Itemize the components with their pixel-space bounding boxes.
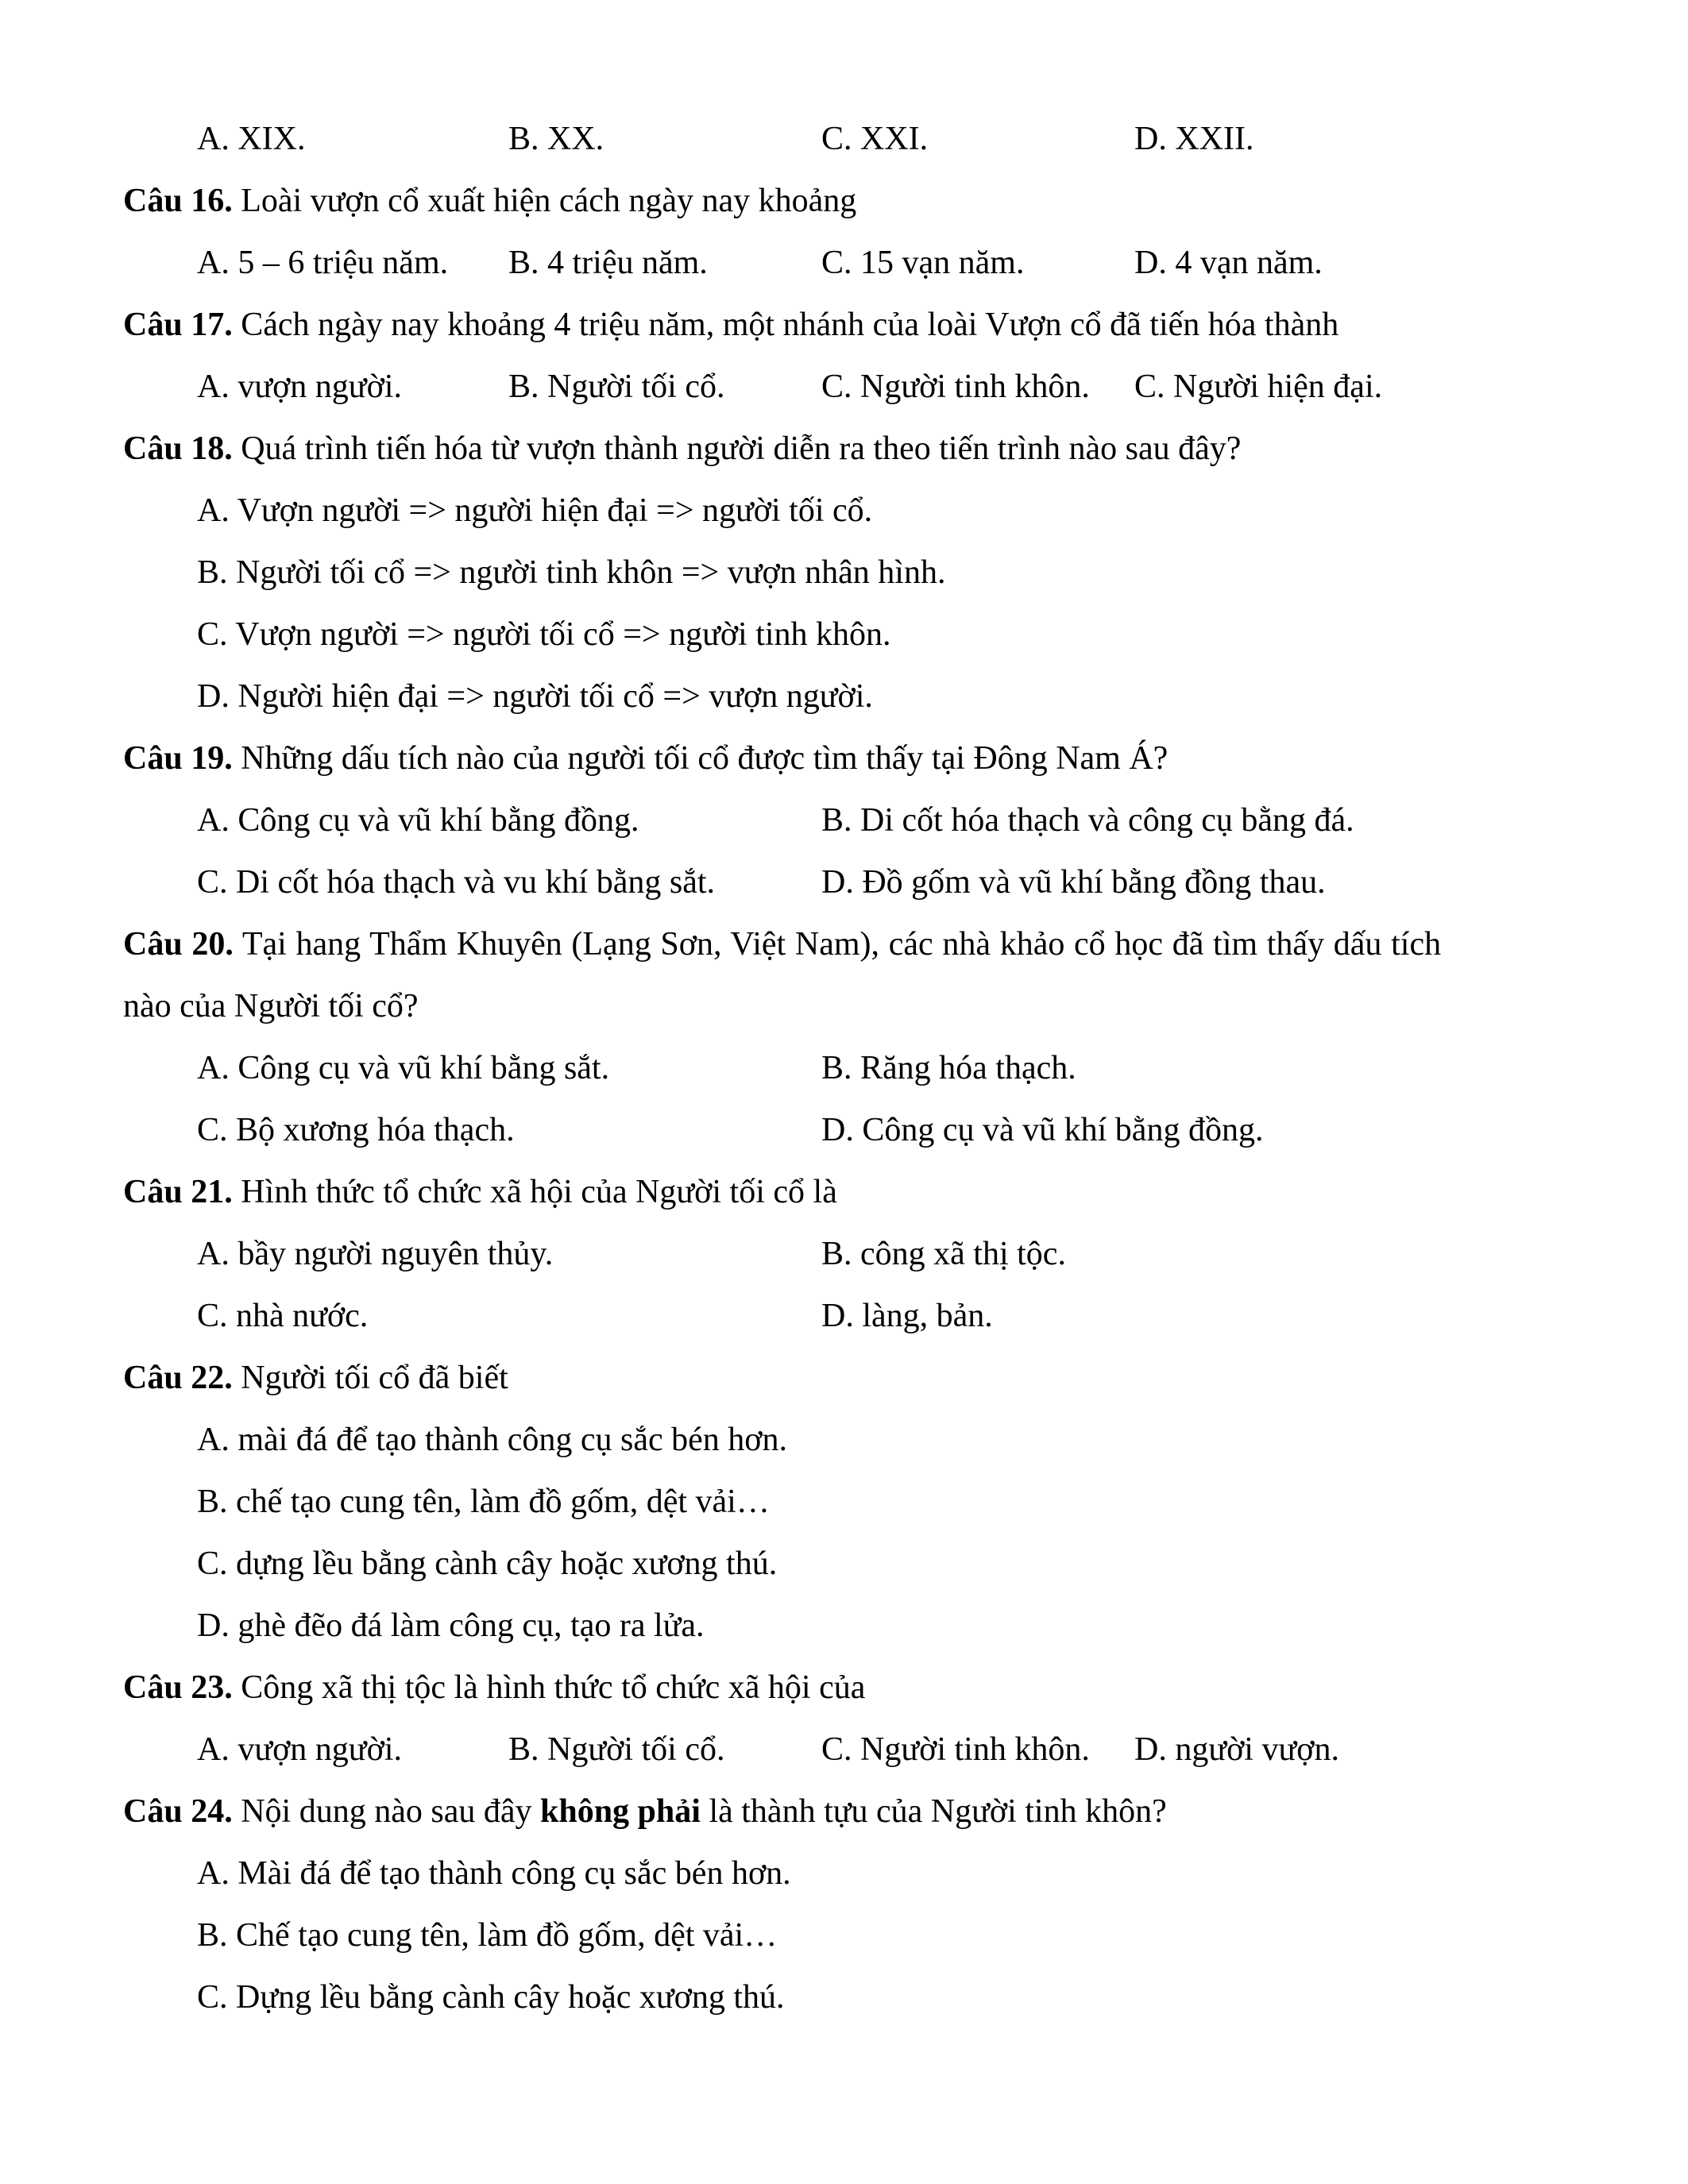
question-text: Công xã thị tộc là hình thức tổ chức xã hội của xyxy=(232,1669,866,1706)
question-text: Hình thức tổ chức xã hội của Người tối cổ là xyxy=(232,1174,837,1210)
q15-option-c: C. XXI. xyxy=(821,121,929,157)
q17-option-a: A. vượn người. xyxy=(197,369,402,405)
question-20 xyxy=(123,924,1441,964)
q21-option-d: D. làng, bản. xyxy=(821,1298,993,1334)
q22-option-c: C. dựng lều bằng cành cây hoặc xương thú. xyxy=(197,1545,778,1582)
q21-option-a: A. bầy người nguyên thủy. xyxy=(197,1236,554,1272)
q17-option-d: C. Người hiện đại. xyxy=(1134,369,1383,405)
q19-option-a: A. Công cụ và vũ khí bằng đồng. xyxy=(197,802,639,839)
q20-option-c: C. Bộ xương hóa thạch. xyxy=(197,1112,515,1148)
question-text: Những dấu tích nào của người tối cổ được tìm thấy tại Đông Nam Á? xyxy=(232,740,1168,777)
question-text: Cách ngày nay khoảng 4 triệu năm, một nhánh của loài Vượn cổ đã tiến hóa thành xyxy=(232,307,1339,343)
q17-option-b: B. Người tối cổ. xyxy=(508,369,725,405)
q15-option-d: D. XXII. xyxy=(1134,121,1254,157)
question-21 xyxy=(123,1172,837,1212)
question-16 xyxy=(123,181,856,221)
q20-option-d: D. Công cụ và vũ khí bằng đồng. xyxy=(821,1112,1264,1148)
q15-option-a: A. XIX. xyxy=(197,121,306,157)
q23-option-c: C. Người tinh khôn. xyxy=(821,1731,1090,1768)
q16-option-a: A. 5 – 6 triệu năm. xyxy=(197,245,449,281)
q21-option-b: B. công xã thị tộc. xyxy=(821,1236,1066,1272)
question-label: Câu 17. xyxy=(123,307,233,343)
q20-option-b: B. Răng hóa thạch. xyxy=(821,1050,1076,1086)
q16-option-b: B. 4 triệu năm. xyxy=(508,245,708,281)
q19-option-b: B. Di cốt hóa thạch và công cụ bằng đá. xyxy=(821,802,1354,839)
q18-option-a: A. Vượn người => người hiện đại => người tối cổ. xyxy=(197,492,873,529)
q22-option-d: D. ghè đẽo đá làm công cụ, tạo ra lửa. xyxy=(197,1607,705,1644)
question-23 xyxy=(123,1668,865,1707)
question-19 xyxy=(123,739,1168,778)
q16-option-d: D. 4 vạn năm. xyxy=(1134,245,1323,281)
q24-option-c: C. Dựng lều bằng cành cây hoặc xương thú. xyxy=(197,1979,785,2016)
question-label: Câu 18. xyxy=(123,430,233,467)
question-label: Câu 16. xyxy=(123,183,233,219)
q17-option-c: C. Người tinh khôn. xyxy=(821,369,1090,405)
question-text: Nội dung nào sau đây xyxy=(232,1793,540,1830)
question-label: Câu 20. xyxy=(123,926,234,963)
q15-option-b: B. XX. xyxy=(508,121,605,157)
question-text: Tại hang Thẩm Khuyên (Lạng Sơn, Việt Nam), các nhà khảo cổ học đã tìm thấy dấu tích xyxy=(233,926,1442,963)
q21-option-c: C. nhà nước. xyxy=(197,1298,369,1334)
question-22 xyxy=(123,1358,508,1398)
q19-option-c: C. Di cốt hóa thạch và vu khí bằng sắt. xyxy=(197,864,716,901)
q22-option-a: A. mài đá để tạo thành công cụ sắc bén hơn. xyxy=(197,1422,787,1458)
question-18 xyxy=(123,429,1241,469)
question-17 xyxy=(123,305,1338,345)
question-label: Câu 22. xyxy=(123,1360,233,1396)
q23-option-d: D. người vượn. xyxy=(1134,1731,1339,1768)
q18-option-b: B. Người tối cổ => người tinh khôn => vượn nhân hình. xyxy=(197,554,946,591)
question-24 xyxy=(123,1792,1167,1831)
q23-option-b: B. Người tối cổ. xyxy=(508,1731,725,1768)
q22-option-b: B. chế tạo cung tên, làm đồ gốm, dệt vải… xyxy=(197,1484,770,1520)
question-text: Loài vượn cổ xuất hiện cách ngày nay khoảng xyxy=(232,183,857,219)
question-text-end: là thành tựu của Người tinh khôn? xyxy=(700,1793,1167,1830)
question-label: Câu 19. xyxy=(123,740,233,777)
q23-option-a: A. vượn người. xyxy=(197,1731,402,1768)
question-label: Câu 21. xyxy=(123,1174,233,1210)
q19-option-d: D. Đồ gốm và vũ khí bằng đồng thau. xyxy=(821,864,1326,901)
q20-option-a: A. Công cụ và vũ khí bằng sắt. xyxy=(197,1050,610,1086)
emphasis-text: không phải xyxy=(539,1793,701,1830)
q16-option-c: C. 15 vạn năm. xyxy=(821,245,1025,281)
q18-option-d: D. Người hiện đại => người tối cổ => vượn người. xyxy=(197,678,873,715)
question-text: Quá trình tiến hóa từ vượn thành người diễn ra theo tiến trình nào sau đây? xyxy=(232,430,1242,467)
q24-option-b: B. Chế tạo cung tên, làm đồ gốm, dệt vải… xyxy=(197,1917,778,1954)
question-text: Người tối cổ đã biết xyxy=(232,1360,508,1396)
q18-option-c: C. Vượn người => người tối cổ => người tinh khôn. xyxy=(197,616,891,653)
question-label: Câu 23. xyxy=(123,1669,233,1706)
question-label: Câu 24. xyxy=(123,1793,233,1830)
q24-option-a: A. Mài đá để tạo thành công cụ sắc bén hơn. xyxy=(197,1855,791,1892)
question-20-continued: nào của Người tối cổ? xyxy=(123,988,419,1024)
